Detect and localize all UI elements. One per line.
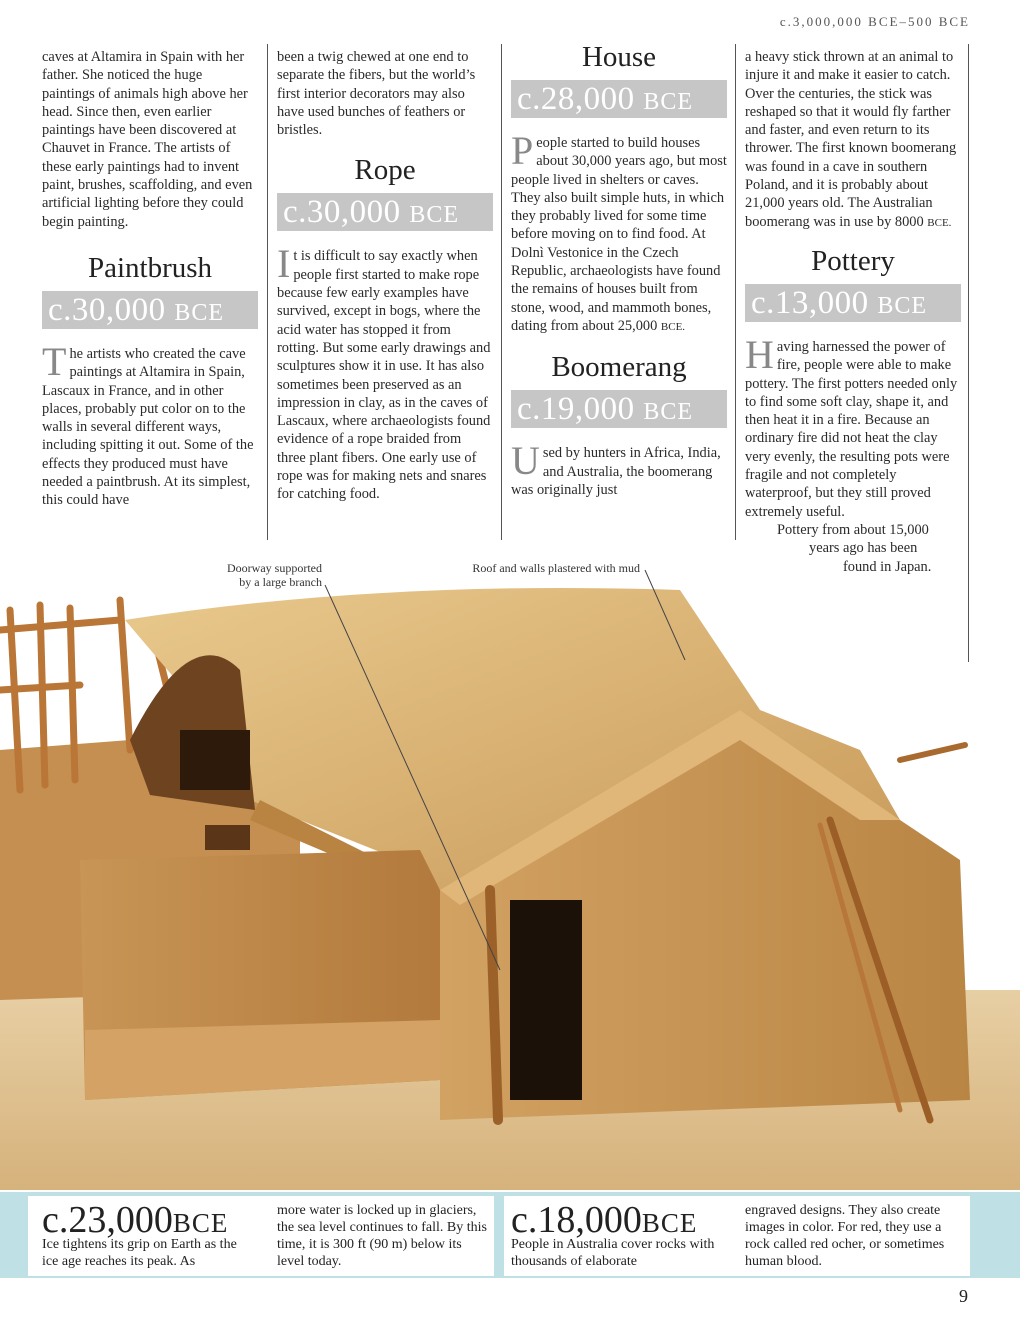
paintbrush-body: [42, 338, 258, 510]
boomerang-era: BCE: [643, 399, 694, 426]
house-body-era: BCE.: [660, 320, 686, 333]
pottery-heading: Pottery: [811, 244, 895, 277]
doorway-label: [190, 561, 322, 589]
timeline-text: People in Australia cover rocks with thousands of elaborate: [511, 1237, 715, 1269]
timeline-text: engraved designs. They also create images in color. For red, they use a rock called red ocher, or sometimes human blood.: [745, 1203, 945, 1269]
paintbrush-date-band: [42, 291, 258, 329]
house-date-band: [511, 80, 727, 118]
boomerang-body: [511, 438, 727, 499]
boomerang-body-text: sed by hunters in Africa, India, and Australia, the boomerang was originally just: [511, 445, 721, 498]
dropcap: T: [42, 338, 67, 384]
rope-era: BCE: [409, 202, 460, 229]
rope-body-text: t is difficult to say exactly when people first started to make rope because few early examples have survived, except in bogs, where the acid water has stopped it from rotting. But some early drawings and sculptures show it in use. It has also sometimes been preserved as an impression in clay, as in the caves of Lascaux, where archaeologists found evidence of a rope braided from three plant fibers. One early use of rope was for making nets and snares for catching food.: [277, 248, 491, 503]
page-number: 9: [959, 1286, 968, 1306]
boomerang-continued: [745, 48, 961, 232]
pottery-caption-line: found in Japan.: [843, 558, 932, 575]
pottery-caption-line: Pottery from about 15,000: [777, 521, 929, 538]
paintbrush-body-text: he artists who created the cave paintings at Altamira in Spain, Lascaux in France, and in other places, probably put color on to the walls in several different ways, including spitting it out. Some of the effects they produced must have needed a paintbrush. At its simplest, this could have: [42, 345, 254, 509]
column-1: [42, 48, 258, 510]
column-rule: [501, 44, 502, 540]
paintbrush-era: BCE: [174, 299, 225, 326]
dropcap: P: [511, 128, 534, 173]
boomerang-continued-era: BCE.: [927, 216, 952, 229]
running-head: c.3,000,000 BCE–500 BCE: [779, 14, 970, 29]
pottery-era: BCE: [877, 292, 928, 319]
timeline-text: Ice tightens its grip on Earth as the ice age reaches its peak. As: [42, 1237, 237, 1269]
boomerang-date: c.19,000: [517, 391, 635, 428]
timeline-date-value: c.23,000: [42, 1199, 173, 1241]
pottery-date: c.13,000: [751, 284, 869, 321]
pottery-caption-line: years ago has been: [809, 540, 918, 557]
boomerang-continued-text: a heavy stick thrown at an animal to injure it and make it easier to catch. Over the centuries, the stick was reshaped so that it would fly farther and faster, and even return to its thrower. The first known boomerang was found in a cave in southern Poland, and it is probably about 21,000 years old. The Australian boomerang was in use by 8000: [745, 49, 957, 230]
mud-house-photo: [0, 560, 1020, 1190]
paintbrush-heading: Paintbrush: [87, 251, 213, 284]
dropcap: U: [511, 438, 540, 484]
house-heading: House: [581, 41, 657, 73]
timeline-date-value: c.18,000: [511, 1199, 642, 1241]
roof-label: Roof and walls plastered with mud: [472, 561, 640, 575]
boomerang-date-band: [511, 390, 727, 428]
rope-date-band: [277, 193, 493, 231]
column-2: [277, 48, 493, 504]
house-body-text: eople started to build houses about 30,000 years ago, but most people lived in shelters or caves. They also built simple huts, in which they probably lived for some time before moving on to find food. At Dolnì Vestonice in the Czech Republic, archaeologists have found the remains of houses built from stone, wood, and mammoth bones, dating from about 25,000: [511, 135, 727, 334]
paintbrush-date: c.30,000: [48, 291, 166, 328]
rope-heading: Rope: [354, 154, 416, 187]
pottery-body: [745, 331, 961, 521]
boomerang-heading: Boomerang: [551, 351, 687, 384]
timeline-era: BCE: [172, 1208, 229, 1238]
rope-body: [277, 241, 493, 503]
house-era: BCE: [643, 89, 694, 115]
doorway-label-line: by a large branch: [239, 575, 322, 589]
house-date: c.28,000: [517, 81, 635, 117]
house-body: [511, 128, 727, 336]
column-rule: [735, 44, 736, 540]
timeline-text: more water is locked up in glaciers, the sea level continues to fall. By this time, it is 300 ft (90 m) below its level today.: [277, 1203, 487, 1269]
column-rule: [267, 44, 268, 540]
dropcap: I: [277, 241, 291, 287]
paintings-intro-text: caves at Altamira in Spain with her father. She noticed the huge paintings of animals high above her head. Since then, even earlier paintings have been discovered at Chauvet in France. The artists of these early paintings had to invent paint, brushes, scaffolding, and even artificial lighting before they could begin painting.: [42, 49, 253, 230]
paintbrush-continued-text: been a twig chewed at one end to separate the fibers, but the world’s first interior decorators may also have used bunches of feathers or bristles.: [277, 49, 476, 139]
pottery-date-band: [745, 284, 961, 322]
column-4: [745, 48, 961, 576]
timeline-era: BCE: [641, 1208, 698, 1238]
pottery-body-text: aving harnessed the power of fire, people were able to make pottery. The first potters needed only to find some soft clay, shape it, and then heat it in a fire. Because an ordinary fire did not heat the clay very evenly, the resulting pots were fragile and not completely waterproof, but they still proved extremely useful.: [745, 338, 958, 520]
dropcap: H: [745, 331, 774, 377]
rope-date: c.30,000: [283, 194, 401, 231]
doorway-label-line: Doorway supported: [227, 561, 322, 575]
column-3: [511, 40, 727, 499]
